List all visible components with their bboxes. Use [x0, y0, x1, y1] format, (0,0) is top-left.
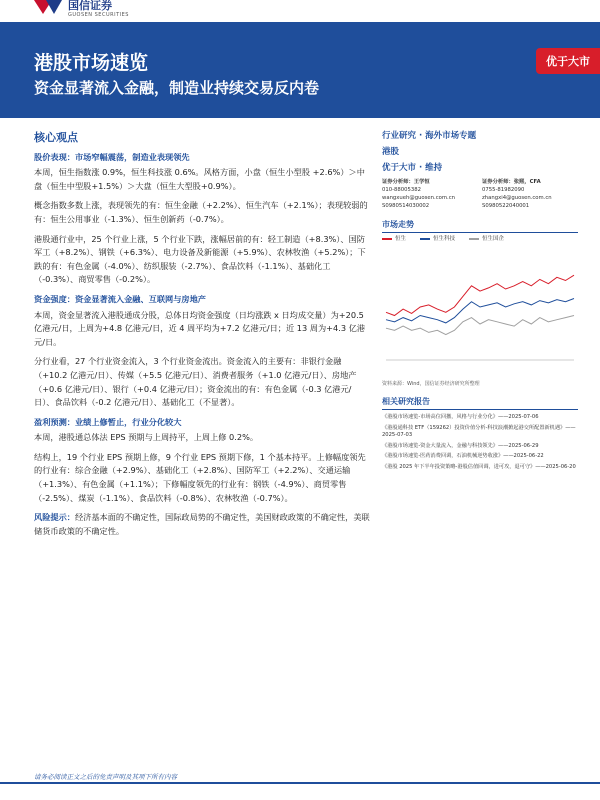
legend-label: 恒生科技: [433, 236, 456, 242]
legend-item: [469, 234, 504, 244]
analyst-name: 证券分析师：张熙，CFA: [482, 179, 541, 185]
paragraph: 本周，港股通总体法 EPS 预期与上周持平，上周上修 0.2%。: [34, 432, 259, 443]
paragraph: 本周，恒生指数涨 0.9%，恒生科技涨 0.6%。风格方面，小盘（恒生小型股 +2.6%）＞中盘（恒生中型股+1.5%）＞大盘（恒生大型股+0.9%）。: [34, 167, 365, 191]
legend-swatch: [382, 238, 392, 240]
analyst-phone: 010-88005382: [382, 187, 421, 193]
legend-swatch: [469, 238, 479, 240]
report-title: 港股市场速览: [34, 52, 149, 74]
logo-en: GUOSEN SECURITIES: [68, 12, 129, 18]
series-line: [386, 316, 574, 335]
paragraph: 本周，资金显著流入港股通成分股，总体日均资金强度（日均涨跌 x 日均成交量）为+20.5 亿港元/日，上周为+4.8 亿港元/日，近 4 周平均为+7.2 亿港元/日；近 13 周为+4.3 亿港元/日。: [34, 309, 366, 347]
analyst-card: [482, 178, 578, 210]
company-logo: [34, 0, 129, 22]
analyst-email[interactable]: wangxueh@guosen.com.cn: [382, 195, 455, 201]
chart-source: 资料来源：Wind，国信证券经济研究所整理: [382, 381, 480, 387]
related-report-item[interactable]: 《港股市场速览-资金大量流入，金融与科技领先》——2025-06-29: [382, 442, 539, 449]
section-title-earnings: 盈利预测：业绩上修暂止，行业分化较大: [34, 416, 182, 427]
market-label: 港股: [382, 147, 400, 157]
logo-mark-icon: [34, 0, 64, 16]
analyst-name: 证券分析师：王学恒: [382, 179, 430, 185]
legend-label: 恒生: [395, 236, 407, 242]
paragraph: 结构上，19 个行业 EPS 预期上修，9 个行业 EPS 预期下修，1 个基本持平。上修幅度领先的行业有：综合金融（+2.9%）、基础化工（+2.8%）、国防军工（+2.2%）、交通运输（+1.3%）、有色金属（+1.1%）；下修幅度领先的行业有：钢铁（-4.9%）、商贸零售（-2.5%）、煤炭（-1.1%）、食品饮料（-0.8%）、农林牧渔（-0.7%）。: [34, 451, 366, 503]
related-report-item[interactable]: 《港股 2025 年下半年投资策略-港股估值回调，进可攻，退可守》——2025-06-20: [382, 463, 576, 470]
section-title-fund-flow: 资金强度：资金显著流入金融、互联网与房地产: [34, 293, 206, 304]
paragraph: 港股通行业中，25 个行业上涨，5 个行业下跌，涨幅居前的有：轻工制造（+8.3%）、国防军工（+8.2%）、钢铁（+6.3%）、电力设备及新能源（+5.9%）、农林牧渔（+5.2%）；下跌的有：有色金属（-4.0%）、纺织服装（-2.7%）、食品饮料（-1.1%）、基础化工（-0.3%）、商贸零售（-0.2%）。: [34, 233, 366, 285]
risk-label: 风险提示：: [34, 512, 75, 523]
logo-cn: 国信证券: [68, 0, 112, 12]
legend-item: [420, 234, 455, 244]
related-report-item[interactable]: 《港股市场速览-市场高位回撤，风格与行业分化》——2025-07-06: [382, 414, 539, 420]
analysts-block: [382, 178, 578, 210]
risk-text: 经济基本面的不确定性，国际政局势的不确定性，美国财政政策的不确定性，美联储货币政策的不确定性。: [34, 512, 370, 536]
trend-chart-svg: [382, 248, 578, 366]
paragraph: 分行业看，27 个行业资金流入，3 个行业资金流出。资金流入的主要有：非银行金融（+10.2 亿港元/日）、传媒（+5.5 亿港元/日）、消费者服务（+1.0 亿港元/日）、房地产（+0.6 亿港元/日）、银行（+0.4 亿港元/日）；资金流出的有：有色金属（-0.3 亿港元/日）、食品饮料（-0.2 亿港元/日）、基础化工（不显著）。: [34, 356, 357, 408]
analyst-cert: S0980514030002: [382, 203, 430, 209]
core-views-heading: 核心观点: [34, 131, 78, 144]
related-reports-title: 相关研究报告: [382, 397, 578, 410]
related-report-item[interactable]: 《港股通科技 ETF（159262）投资价值分析-科技浪潮掀起港交所配置新机遇》——2025-07-03: [382, 424, 576, 439]
market-trend-chart: [382, 248, 578, 378]
footer-disclaimer: 请务必阅读正文之后的免责声明及其项下所有内容: [34, 773, 177, 781]
title-banner: [0, 22, 600, 118]
section-title-performance: 股价表现：市场窄幅震荡，制造业表现领先: [34, 151, 190, 162]
footer-divider: [0, 782, 600, 784]
rating-tag: 优于大市: [536, 48, 600, 74]
risk-warning: [34, 511, 370, 538]
chart-legend: [382, 233, 578, 245]
chart-title: 市场走势: [382, 220, 578, 233]
analyst-email[interactable]: zhangxi4@guosen.com.cn: [482, 195, 552, 201]
analyst-phone: 0755-81982090: [482, 187, 525, 193]
legend-swatch: [420, 238, 430, 240]
report-subtitle: 资金显著流入金融，制造业持续交易反内卷: [34, 79, 320, 97]
investment-rating: 优于大市 · 维持: [382, 163, 443, 173]
info-sidebar: [382, 131, 578, 475]
report-type: 行业研究 · 海外市场专题: [382, 131, 477, 141]
related-reports-list: [382, 414, 578, 472]
core-views-column: [34, 131, 370, 544]
analyst-cert: S0980522040001: [482, 203, 530, 209]
legend-label: 恒生国企: [482, 236, 505, 242]
paragraph: 概念指数多数上涨，表现领先的有：恒生金融（+2.2%）、恒生汽车（+2.1%）；表现较弱的有：恒生公用事业（-1.3%）、恒生创新药（-0.7%）。: [34, 200, 368, 224]
related-report-item[interactable]: 《港股市场速览-医药消费回调，石油机械逆势收涨》——2025-06-22: [382, 453, 544, 460]
series-line: [386, 299, 574, 323]
analyst-card: [382, 178, 478, 210]
legend-item: [382, 234, 406, 244]
series-line: [386, 275, 574, 315]
